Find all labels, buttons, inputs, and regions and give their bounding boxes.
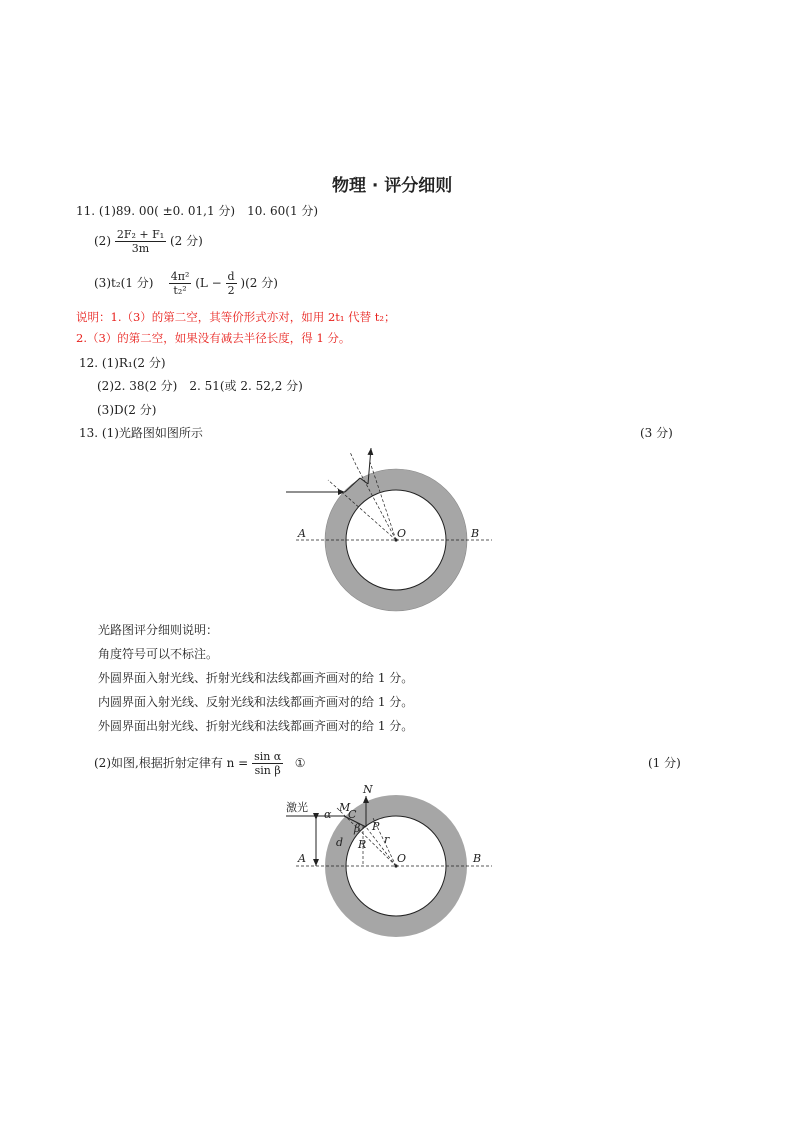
label-r: r xyxy=(384,833,390,846)
label-N: N xyxy=(363,783,373,796)
scoring-note-4: 外圆界面出射光线、折射光线和法线都画齐画对的给 1 分。 xyxy=(98,719,414,733)
q11-part2-denominator: 3m xyxy=(131,242,150,255)
label-d: d xyxy=(336,836,344,849)
scoring-note-1: 角度符号可以不标注。 xyxy=(98,647,219,661)
q12-line1: 12. (1)R₁(2 分) xyxy=(79,356,166,370)
label-beta: β xyxy=(354,822,361,835)
label-A: A xyxy=(298,527,306,540)
q11-part3-mid: (L − xyxy=(195,276,222,290)
label-B: B xyxy=(471,527,480,540)
q11-part2-numerator: 2F₂ + F₁ xyxy=(116,228,165,241)
page-title: 物理 · 评分细则 xyxy=(332,176,453,196)
sin-alpha: sin α xyxy=(254,750,282,763)
label-alpha: α xyxy=(324,808,332,821)
q11-part3-two: 2 xyxy=(227,284,235,297)
label-B-2: B xyxy=(473,852,482,865)
q13-line1: 13. (1)光路图如图所示 xyxy=(79,426,203,440)
q13-score1: (3 分) xyxy=(640,426,673,440)
q13-score2: (1 分) xyxy=(648,756,681,770)
scoring-note-2: 外圆界面入射光线、折射光线和法线都画齐画对的给 1 分。 xyxy=(98,671,414,685)
q11-part3-denominator: t₂² xyxy=(173,284,187,297)
label-O-2: O xyxy=(397,852,407,865)
q11-part3-prefix: (3)t₂(1 分) xyxy=(94,276,154,290)
label-O: O xyxy=(397,527,407,540)
q11-note2: 2.（3）的第二空，如果没有减去半径长度，得 1 分。 xyxy=(76,331,351,345)
label-R: R xyxy=(358,838,367,851)
label-C: C xyxy=(348,808,357,821)
q11-note1: 说明：1.（3）的第二空，其等价形式亦对，如用 2t₁ 代替 t₂； xyxy=(76,310,396,324)
label-A-2: A xyxy=(298,852,306,865)
scoring-note-0: 光路图评分细则说明： xyxy=(98,623,219,637)
label-M: M xyxy=(339,801,351,814)
q12-line2: (2)2. 38(2 分) 2. 51(或 2. 52,2 分) xyxy=(97,379,303,393)
label-laser: 激光 xyxy=(286,801,308,814)
sin-beta: sin β xyxy=(254,764,281,777)
q11-part1: (1)89. 00( ±0. 01,1 分) 10. 60(1 分) xyxy=(98,204,319,218)
q11-number: 11. xyxy=(76,204,96,218)
equation-number: ① xyxy=(294,756,306,770)
q11-part2-score: (2 分) xyxy=(169,234,203,248)
q11-part3-d: d xyxy=(227,270,235,283)
q13-part2-prefix: (2)如图,根据折射定律有 n = xyxy=(94,756,249,770)
q11-part3-numerator: 4π² xyxy=(170,270,190,283)
scoring-note-3: 内圆界面入射光线、反射光线和法线都画齐画对的给 1 分。 xyxy=(98,695,414,709)
label-P: P xyxy=(372,820,380,833)
q11-part3-score: )(2 分) xyxy=(240,276,278,290)
q12-line3: (3)D(2 分) xyxy=(97,403,157,417)
q11-part2-prefix: (2) xyxy=(94,234,111,248)
